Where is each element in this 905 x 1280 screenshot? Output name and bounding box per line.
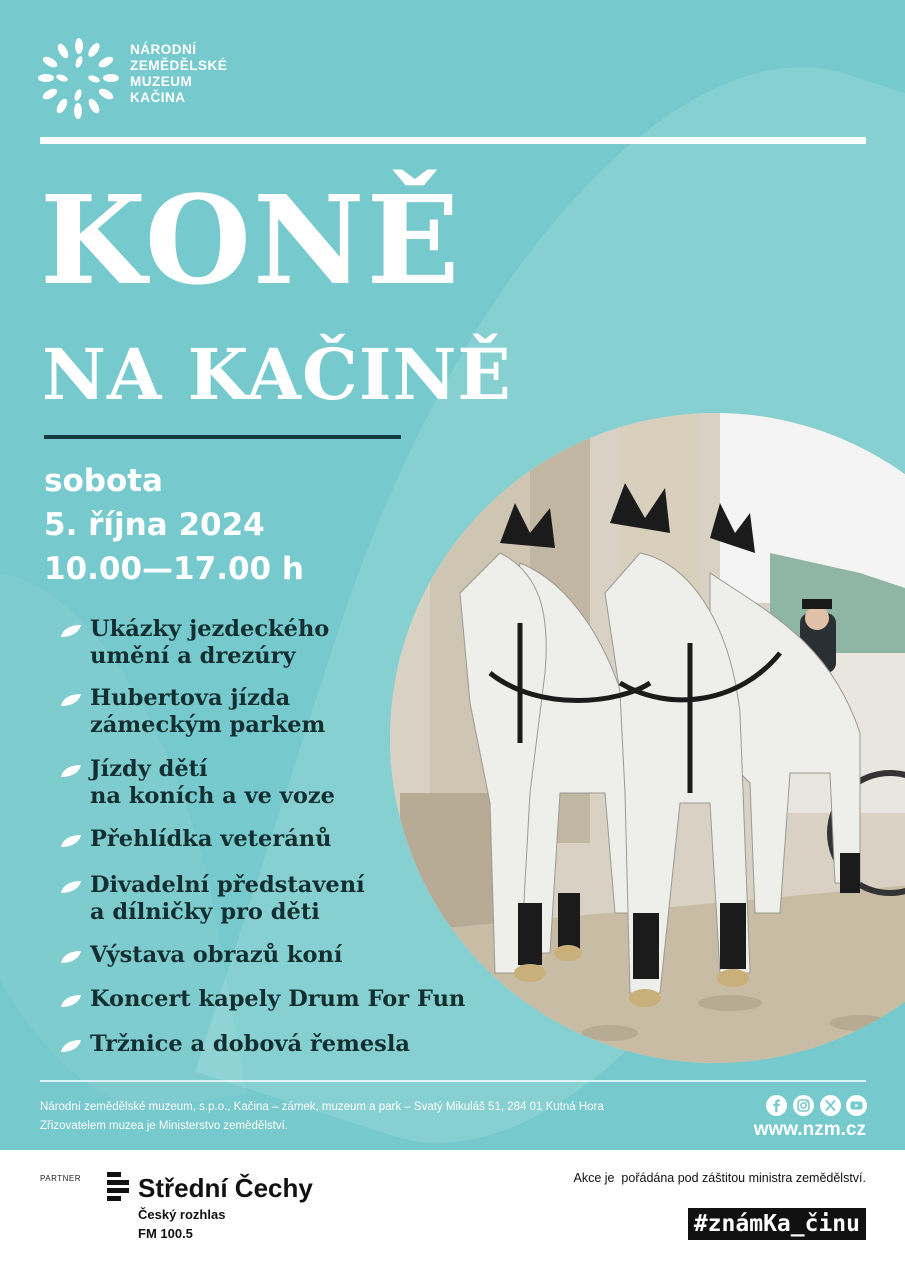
program-item-line: Ukázky jezdeckého	[90, 616, 330, 642]
title-line-1: KONĚ	[40, 168, 462, 312]
partner-label: PARTNER	[40, 1174, 81, 1183]
title-underline	[44, 435, 401, 439]
event-date: 5. října 2024	[44, 507, 265, 543]
program-item-line: Přehlídka veteránů	[90, 826, 332, 852]
program-item-line: a dílničky pro děti	[90, 899, 320, 925]
logo-line: MUZEUM	[130, 74, 193, 89]
x-icon[interactable]	[820, 1095, 841, 1116]
program-item-line: Jízdy dětí	[90, 756, 208, 782]
logo-line: ZEMĚDĚLSKÉ	[130, 58, 228, 73]
instagram-icon[interactable]	[793, 1095, 814, 1116]
program-item-line: Tržnice a dobová řemesla	[90, 1031, 410, 1057]
program-item-line: Koncert kapely Drum For Fun	[90, 986, 466, 1012]
leaf-bullet-icon	[60, 764, 82, 778]
program-item-line: zámeckým parkem	[90, 712, 326, 738]
cesky-rozhlas-logo-icon	[107, 1172, 129, 1202]
logo-line: KAČINA	[130, 90, 186, 105]
program-item-line: Výstava obrazů koní	[90, 942, 343, 968]
leaf-bullet-icon	[60, 834, 82, 848]
leaf-bullet-icon	[60, 693, 82, 707]
program-item-line: Divadelní představení	[90, 872, 365, 898]
website-link[interactable]: www.nzm.cz	[753, 1119, 866, 1140]
footer-address-block	[40, 1098, 604, 1136]
leaf-bullet-icon	[60, 880, 82, 894]
partner-subtitle: Český rozhlas	[138, 1207, 226, 1222]
top-divider	[40, 137, 866, 144]
partner-frequency: FM 100.5	[138, 1226, 193, 1241]
logo-line: NÁRODNÍ	[130, 42, 197, 57]
footer-founder: Zřizovatelem muzea je Ministerstvo zemědělství.	[40, 1120, 288, 1132]
title-line-2: NA KAČINĚ	[42, 333, 512, 416]
leaf-bullet-icon	[60, 950, 82, 964]
leaf-bullet-icon	[60, 994, 82, 1008]
patronage-note: Akce je pořádána pod záštitou ministra zemědělství.	[573, 1171, 866, 1185]
partner-name: Střední Čechy	[138, 1173, 313, 1203]
leaf-bullet-icon	[60, 1039, 82, 1053]
hashtag-badge: #známKa_činu	[688, 1208, 866, 1240]
museum-logo-icon	[38, 38, 120, 120]
youtube-icon[interactable]	[846, 1095, 867, 1116]
leaf-bullet-icon	[60, 624, 82, 638]
program-item-line: na koních a ve voze	[90, 783, 335, 809]
program-item-line: umění a drezúry	[90, 643, 296, 669]
facebook-icon[interactable]	[766, 1095, 787, 1116]
event-day: sobota	[44, 463, 163, 499]
footer-address: Národní zemědělské muzeum, s.p.o., Kačina – zámek, muzeum a park – Svatý Mikuláš 51, 284 01 Kutná Hora	[40, 1101, 604, 1113]
footer-divider	[40, 1080, 866, 1082]
program-item-line: Hubertova jízda	[90, 685, 291, 711]
event-time: 10.00—17.00 h	[44, 551, 304, 587]
museum-logo-text	[130, 42, 227, 106]
